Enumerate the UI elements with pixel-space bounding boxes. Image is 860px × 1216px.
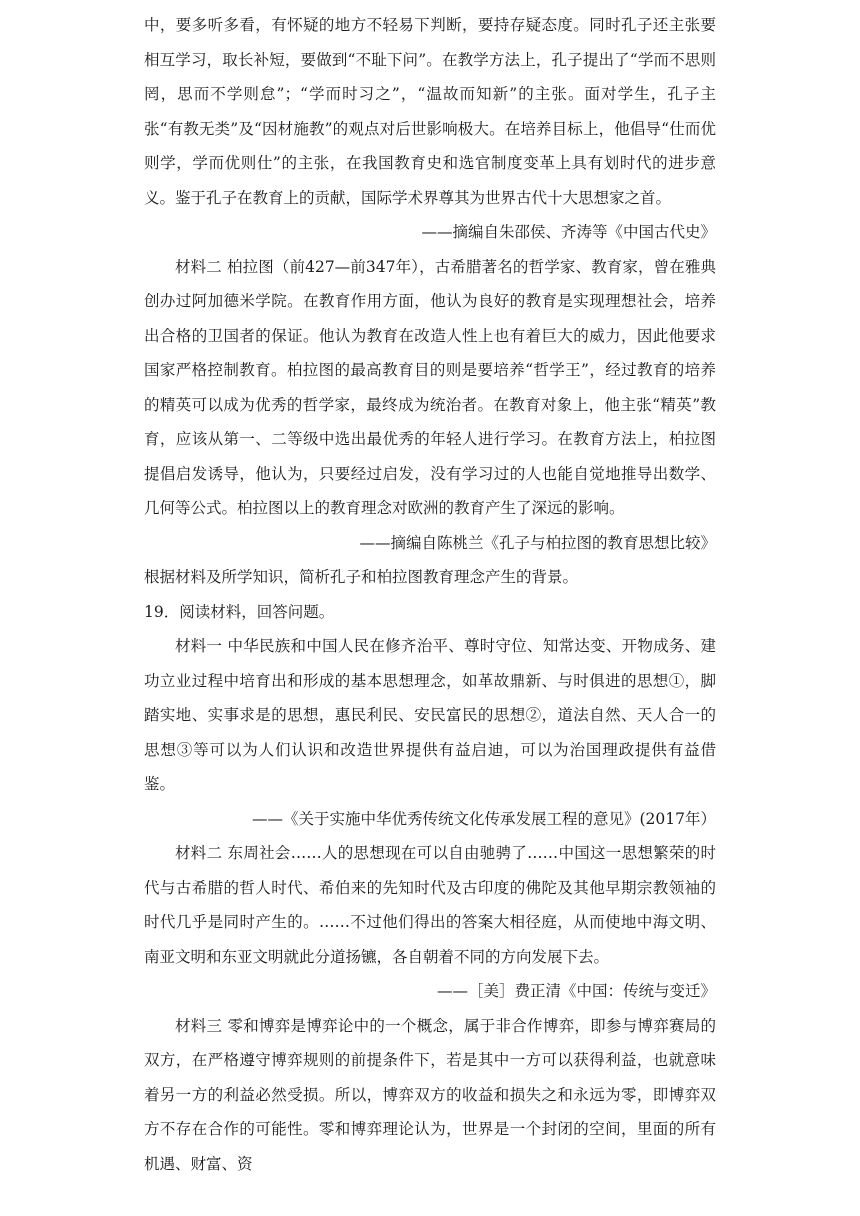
q19-source-citation-2: ——［美］费正清《中国：传统与变迁》 bbox=[436, 982, 716, 1000]
material2-paragraph: 材料二 柏拉图（前427—前347年），古希腊著名的哲学家、教育家，曾在雅典创办过阿加德米学院。在教育作用方面，他认为良好的教育是实现理想社会，培养出合格的卫国者的保证。他认为教育在改造人性上也有着巨大的威力，因此他要求国家严格控制教育。柏拉图的最高教育目的则是要培养“哲学王”，经过教育的培养的精英可以成为优秀的哲学家，最终成为统治者。在教育对象上，他主张“精英”教育，应该从第一、二等级中选出最优秀的年轻人进行学习。在教育方法上，柏拉图提倡启发诱导，他认为，只要经过启发，没有学习过的人也能自觉地推导出数学、几何等公式。柏拉图以上的教育理念对欧洲的教育产生了深远的影响。 bbox=[144, 257, 716, 517]
source-citation-2: ——摘编自陈桃兰《孔子与柏拉图的教育思想比较》 bbox=[359, 533, 716, 552]
q19-material1-paragraph: 材料一 中华民族和中国人民在修齐治平、尊时守位、知常达变、开物成务、建功立业过程中培育出和形成的基本思想理念，如革故鼎新、与时俱进的思想①，脚踏实地、实事求是的思想，惠民利民、安民富民的思想②，道法自然、天人合一的思想③等可以为人们认识和改造世界提供有益启迪，可以为治国理政提供有益借鉴。 bbox=[144, 637, 716, 793]
q19-material3-paragraph: 材料三 零和博弈是博弈论中的一个概念，属于非合作博弈，即参与博弈赛局的双方，在严格遵守博弈规则的前提条件下，若是其中一方可以获得利益，也就意味着另一方的利益必然受损。所以，博弈双方的收益和损失之和永远为零，即博弈双方不存在合作的可能性。零和博弈理论认为，世界是一个封闭的空间，里面的所有机遇、财富、资 bbox=[144, 1016, 716, 1173]
material1-continuation: 中，要多听多看，有怀疑的地方不轻易下判断，要持存疑态度。同时孔子还主张要相互学习，取长补短，要做到“不耻下问”。在教学方法上，孔子提出了“学而不思则罔，思而不学则怠”；“学而时习之”，“温故而知新”的主张。面对学生，孔子主张“有教无类”及“因材施教”的观点对后世影响极大。在培养目标上，他倡导“仕而优则学，学而优则仕”的主张，在我国教育史和选官制度变革上具有划时代的进步意义。鉴于孔子在教育上的贡献，国际学术界尊其为世界古代十大思想家之首。 bbox=[144, 16, 716, 207]
q19-source-citation-1: ——《关于实施中华优秀传统文化传承发展工程的意见》(2017年） bbox=[252, 809, 716, 828]
question-18-prompt: 根据材料及所学知识，简析孔子和柏拉图教育理念产生的背景。 bbox=[144, 568, 579, 586]
source-citation-1: ——摘编自朱邵侯、齐涛等《中国古代史》 bbox=[421, 223, 716, 241]
q19-material2-paragraph: 材料二 东周社会……人的思想现在可以自由驰骋了……中国这一思想繁荣的时代与古希腊的哲人时代、希伯来的先知时代及古印度的佛陀及其他早期宗教领袖的时代几乎是同时产生的。……不过他们得出的答案大相径庭，从而使地中海文明、南亚文明和东亚文明就此分道扬镳，各自朝着不同的方向发展下去。 bbox=[144, 844, 716, 966]
document-page bbox=[144, 0, 716, 1181]
question-19-title: 19．阅读材料，回答问题。 bbox=[144, 602, 335, 621]
